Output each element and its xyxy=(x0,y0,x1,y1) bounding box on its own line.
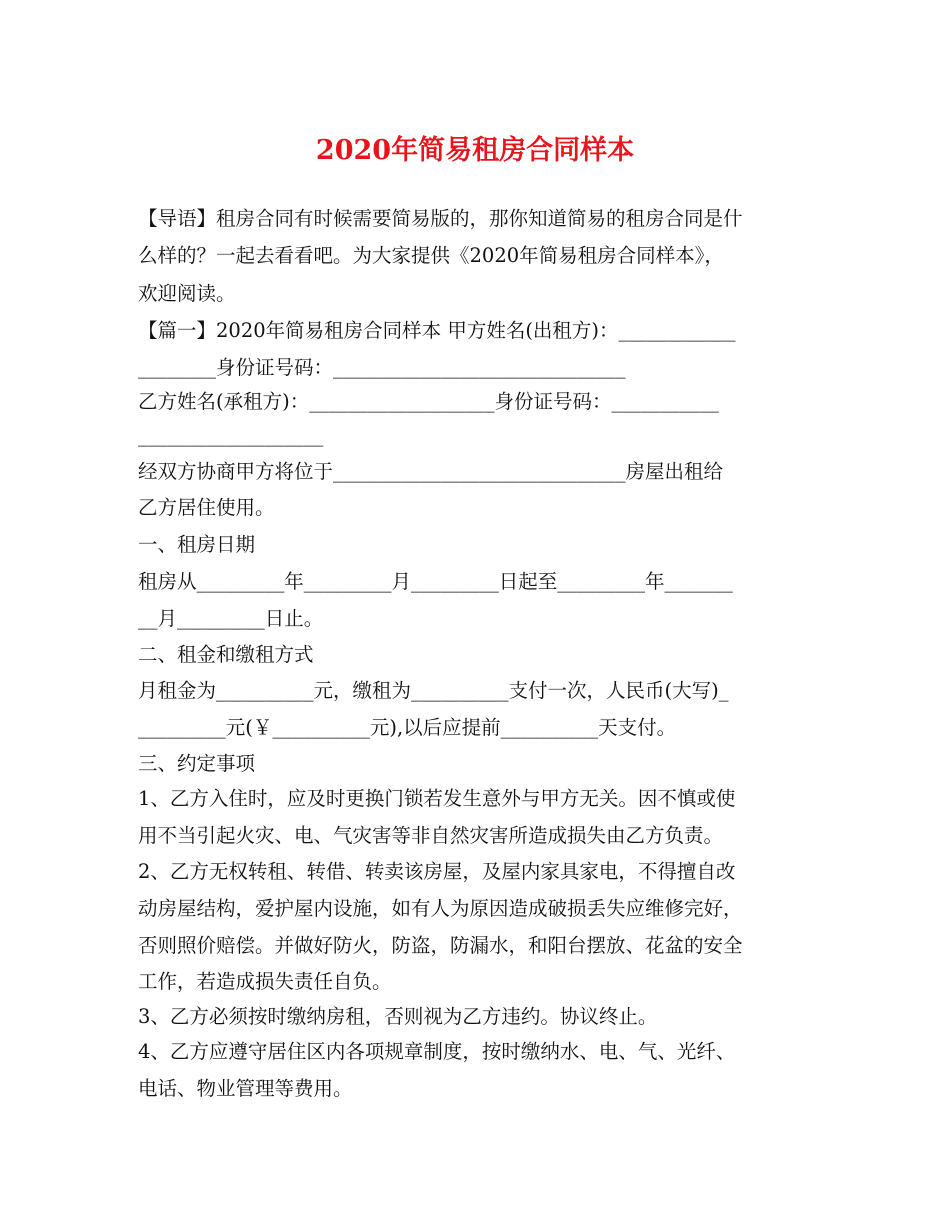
paragraph-line-term1-2: 用不当引起火灾、电、气灾害等非自然灾害所造成损失由乙方负责。 xyxy=(138,824,724,847)
paragraph-line-party-a-1: 【篇一】2020年简易租房合同样本 甲方姓名(出租方)：____________ xyxy=(138,319,736,342)
paragraph-line-dates-1: 租房从_________年_________月_________日起至_________年_______ xyxy=(138,570,733,593)
section-heading-dates: 一、租房日期 xyxy=(138,533,256,556)
paragraph-line-rent-1: 月租金为__________元，缴租为__________支付一次，人民币(大写)_ xyxy=(138,679,729,702)
paragraph-line-term2-2: 动房屋结构，爱护屋内设施，如有人为原因造成破损丢失应维修完好， xyxy=(138,897,743,920)
paragraph-line-term3: 3、乙方必须按时缴纳房租，否则视为乙方违约。协议终止。 xyxy=(138,1005,658,1028)
paragraph-line-term2-3: 否则照价赔偿。并做好防火，防盗，防漏水，和阳台摆放、花盆的安全 xyxy=(138,934,743,957)
paragraph-line-intro-3: 欢迎阅读。 xyxy=(138,282,236,305)
paragraph-line-term2-1: 2、乙方无权转租、转借、转卖该房屋，及屋内家具家电，不得擅自改 xyxy=(138,860,736,883)
paragraph-line-party-b-1: 乙方姓名(承租方)：___________________身份证号码：___________ xyxy=(138,390,719,413)
paragraph-line-location-2: 乙方居住使用。 xyxy=(138,496,275,519)
paragraph-line-party-a-2: ________身份证号码：______________________________ xyxy=(138,356,626,379)
paragraph-line-term4-2: 电话、物业管理等费用。 xyxy=(138,1077,353,1100)
paragraph-line-term2-4: 工作，若造成损失责任自负。 xyxy=(138,970,392,993)
section-heading-terms: 三、约定事项 xyxy=(138,752,256,775)
section-heading-rent: 二、租金和缴租方式 xyxy=(138,643,314,666)
paragraph-line-party-b-2: ___________________ xyxy=(138,424,324,447)
paragraph-line-term1-1: 1、乙方入住时，应及时更换门锁若发生意外与甲方无关。因不慎或使 xyxy=(138,787,736,810)
paragraph-line-intro-2: 么样的？一起去看看吧。为大家提供《2020年简易租房合同样本》， xyxy=(138,244,724,267)
paragraph-line-rent-2: _________元(￥__________元),以后应提前__________天支付。 xyxy=(138,716,677,739)
paragraph-line-location-1: 经双方协商甲方将位于______________________________房屋出租给 xyxy=(138,460,724,483)
paragraph-line-intro-1: 【导语】租房合同有时候需要简易版的，那你知道简易的租房合同是什 xyxy=(138,207,743,230)
paragraph-line-dates-2: __月_________日止。 xyxy=(138,607,324,630)
document-title: 2020年简易租房合同样本 xyxy=(315,135,635,166)
paragraph-line-term4-1: 4、乙方应遵守居住区内各项规章制度，按时缴纳水、电、气、光纤、 xyxy=(138,1040,736,1063)
